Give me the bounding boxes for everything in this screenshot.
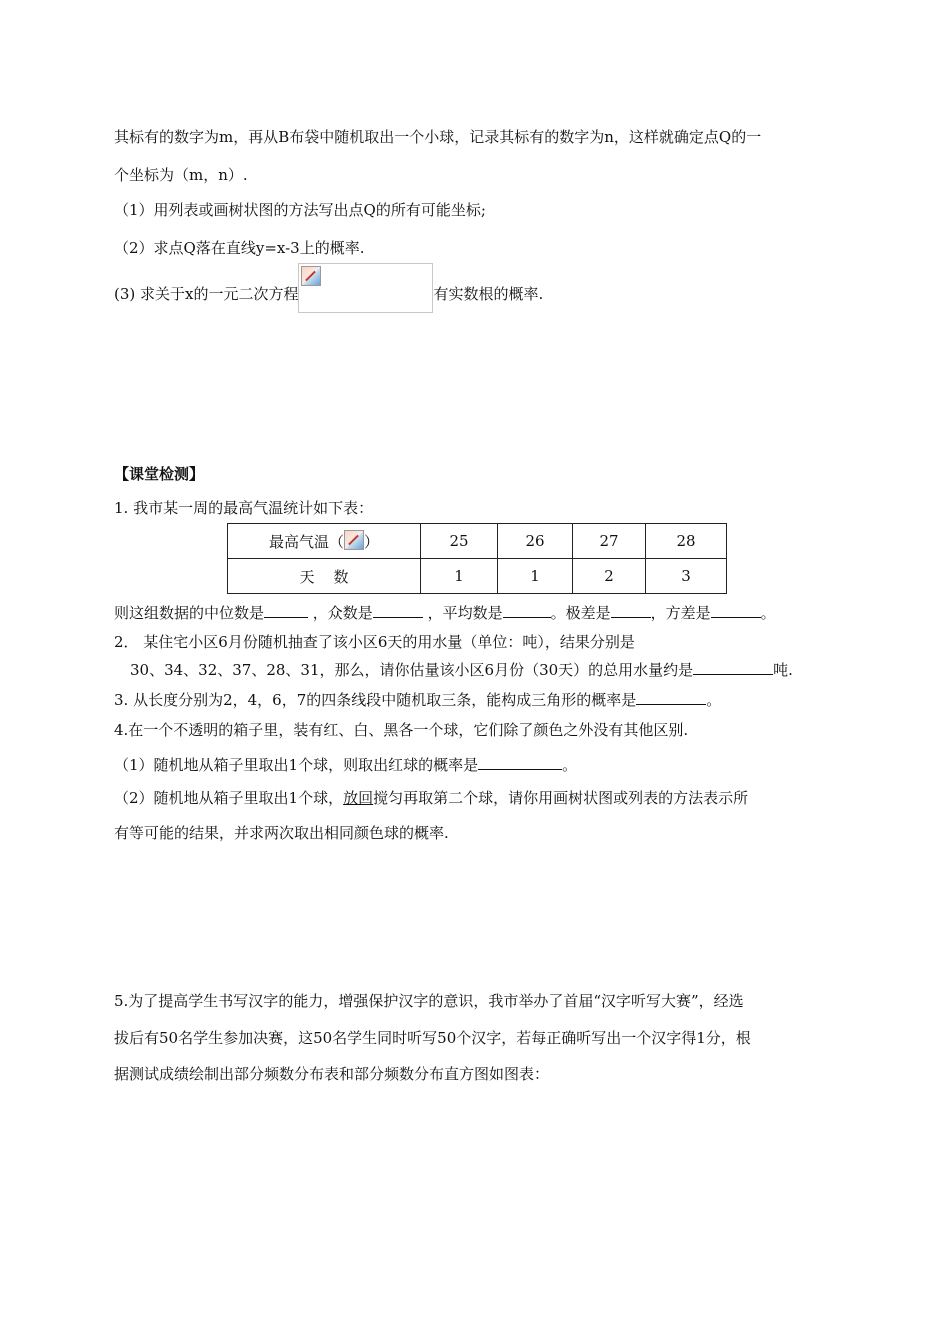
answer-blank[interactable] (478, 753, 562, 770)
answer-blank[interactable] (636, 688, 706, 705)
table-cell: 2 (573, 559, 646, 594)
question-2: （2）求点Q落在直线y=x-3上的概率. (114, 239, 365, 257)
problem-2: 2． 某住宅小区6月份随机抽查了该小区6天的用水量（单位：吨），结果分别是 (114, 633, 635, 651)
broken-image-icon (344, 530, 364, 550)
question-3 (114, 284, 543, 313)
table-cell: 1 (421, 559, 498, 594)
equation-image (298, 263, 433, 313)
question-1: （1）用列表或画树状图的方法写出点Q的所有可能坐标; (114, 201, 486, 219)
text-line: 个坐标为（m，n）. (114, 166, 248, 184)
section-title: 【课堂检测】 (114, 465, 205, 483)
text-line: 其标有的数字为m，再从B布袋中随机取出一个小球，记录其标有的数字为n，这样就确定点Q的一 (114, 128, 762, 146)
problem-2-cont: 30、34、32、37、28、31，那么，请你估量该小区6月份（30天）的总用水量约是 吨. (130, 658, 793, 680)
problem-5-cont: 拔后有50名学生参加决赛，这50名学生同时听写50个汉字，若每正确听写出一个汉字得1分，根 (114, 1029, 751, 1047)
table-cell: 1 (498, 559, 573, 594)
table-cell: 25 (421, 524, 498, 559)
table-cell: 26 (498, 524, 573, 559)
answer-blank[interactable] (693, 658, 773, 675)
problem-4: 4.在一个不透明的箱子里，装有红、白、黑各一个球，它们除了颜色之外没有其他区别. (114, 721, 689, 739)
answer-blank[interactable] (503, 601, 551, 618)
question-3-prefix: (3) 求关于x的一元二次方程 (114, 285, 299, 303)
answer-blank[interactable] (373, 601, 423, 618)
table-cell: 28 (646, 524, 727, 559)
table-header-cell: 最高气温（ ） (228, 524, 421, 559)
table-header-cell: 天 数 (228, 559, 421, 594)
table-cell: 27 (573, 524, 646, 559)
problem-4-q2-cont: 有等可能的结果，并求两次取出相同颜色球的概率. (114, 824, 449, 842)
problem-5: 5.为了提高学生书写汉字的能力，增强保护汉字的意识，我市举办了首届“汉字听写大赛”，经选 (114, 992, 744, 1010)
answer-blank[interactable] (711, 601, 761, 618)
table-row (228, 524, 727, 559)
temperature-table (227, 523, 727, 594)
problem-4-q2: （2）随机地从箱子里取出1个球，放回搅匀再取第二个球，请你用画树状图或列表的方法表示所 (114, 789, 749, 807)
problem-1-answer: 则这组数据的中位数是 ，众数是 ，平均数是 。极差是 ，方差是 。 (114, 601, 776, 623)
problem-4-q1: （1）随机地从箱子里取出1个球，则取出红球的概率是 。 (114, 753, 577, 775)
problem-1: 1. 我市某一周的最高气温统计如下表： (114, 499, 374, 517)
question-3-suffix: 有实数根的概率. (433, 285, 544, 303)
problem-5-cont: 据测试成绩绘制出部分频数分布表和部分频数分布直方图如图表： (114, 1065, 550, 1083)
answer-blank[interactable] (611, 601, 651, 618)
problem-3: 3. 从长度分别为2，4，6，7的四条线段中随机取三条，能构成三角形的概率是 。 (114, 688, 721, 710)
table-cell: 3 (646, 559, 727, 594)
broken-image-icon (301, 266, 321, 286)
table-row (228, 559, 727, 594)
answer-blank[interactable] (264, 601, 308, 618)
